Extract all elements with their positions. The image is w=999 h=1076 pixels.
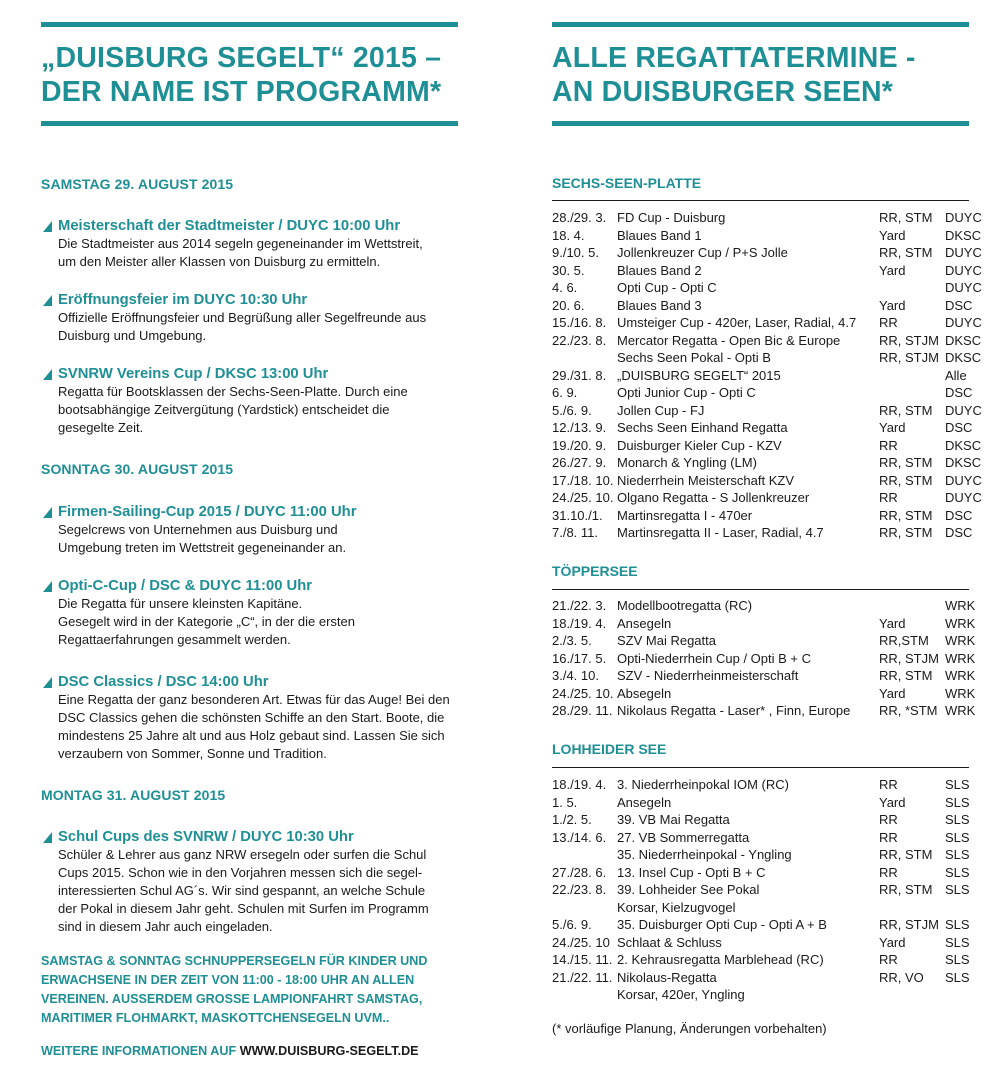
table-row [552,244,982,262]
cell-date: 31.10./1. [552,507,603,523]
event-title: SVNRW Vereins Cup / DKSC 13:00 Uhr [58,366,329,382]
event [41,503,356,557]
cell-club: DSC [945,420,973,435]
cell-club: WRK [945,703,976,718]
cell-club: DKSC [945,332,982,348]
cell-date: 29./31. 8. [552,367,607,383]
cell-class: RR, STM [879,245,933,260]
cell-event: Duisburger Kieler Cup - KZV [617,437,782,453]
cell-class: RR, STM [879,882,933,897]
cell-class: RR, STJM [879,332,939,348]
cell-club: DUYC [945,210,982,225]
cell-event: Mercator Regatta - Open Bic & Europe [617,332,841,348]
right-heading [552,41,969,109]
cell-date: 24./25. 10. [552,685,614,701]
cell-event: Ansegeln [617,615,672,631]
cell-date: 14./15. 11. [552,952,613,967]
table-row [552,632,982,650]
top-rule [41,22,458,27]
table-row [552,650,982,668]
cell-event: Opti-Niederrhein Cup / Opti B + C [617,650,811,666]
table-row [552,986,982,1004]
cell-event: Nikolaus Regatta - Laser* , Finn, Europe [617,703,851,718]
table-row [552,489,982,507]
table-row [552,209,982,227]
cell-event: Jollen Cup - FJ [617,402,705,418]
cell-event: Umsteiger Cup - 420er, Laser, Radial, 4.7 [617,315,857,330]
cell-club: DKSC [945,350,982,365]
event-description: Segelcrews von Unternehmen aus Duisburg und Umgebung treten im Wettstreit gegeneinander an. [58,522,347,555]
event-description: Die Regatta für unsere kleinsten Kapitäne. Gesegelt wird in der Kategorie „C“, in der die ersten Regattaerfahrungen gesammelt werden. [58,596,355,647]
cell-club: DSC [945,297,973,313]
event [41,673,450,763]
table-row [552,332,982,350]
heading-rule [41,121,458,126]
section-title: SECHS-SEEN-PLATTE [552,175,702,191]
left-heading [41,41,458,109]
cell-club: SLS [945,829,970,845]
cell-club: SLS [945,812,970,827]
cell-class: RR, VO [879,969,924,985]
cell-date: 15./16. 8. [552,315,607,330]
cell-event: Sechs Seen Einhand Regatta [617,420,788,435]
triangle-icon [43,369,52,380]
regatta-table [552,776,982,1004]
cell-club: WRK [945,615,976,631]
cell-date: 9./10. 5. [552,245,599,260]
cell-class: RR [879,952,898,967]
cell-class: RR [879,315,898,330]
section-rule [552,589,969,590]
more-info-label: WEITERE INFORMATIONEN AUF [41,1044,237,1058]
cell-club: DUYC [945,280,982,295]
table-row [552,864,982,882]
cell-date: 28./29. 11. [552,703,613,718]
table-row [552,367,982,385]
table-row [552,702,982,720]
cell-event: 39. VB Mai Regatta [617,812,730,827]
cell-class: RR, STM [879,210,933,225]
cell-date: 12./13. 9. [552,420,607,435]
cell-event: Nikolaus-Regatta [617,969,717,985]
day-heading: MONTAG 31. AUGUST 2015 [41,787,226,803]
triangle-icon [43,221,52,232]
event-title: Firmen-Sailing-Cup 2015 / DUYC 11:00 Uhr [58,504,357,520]
cell-class: RR, STJM [879,350,939,365]
event-description: Schüler & Lehrer aus ganz NRW ersegeln oder surfen die Schul Cups 2015. Schon wie in den Vorjahren messen sich die segel- interessierten Schul AG´s. Wir sind gespannt, an welche Schule der Pokal in diesem Jahr geht. Schulen mit Surfen im Programm sind in diesem Jahr auch eingeladen. [58,847,429,934]
cell-club: DKSC [945,227,982,243]
table-row [552,794,982,812]
cell-date: 18./19. 4. [552,615,607,631]
cell-class: RR [879,437,898,453]
table-row [552,951,982,969]
table-row [552,846,982,864]
triangle-icon [43,295,52,306]
cell-club: SLS [945,934,970,950]
cell-club: DUYC [945,245,982,260]
cell-club: Alle [945,367,967,383]
cell-class: RR [879,812,898,827]
cell-club: DUYC [945,402,982,418]
cell-class: RR, STJM [879,650,939,666]
cell-club: DKSC [945,437,982,453]
cell-class: Yard [879,297,906,313]
triangle-icon [43,581,52,592]
cell-class: RR [879,829,898,845]
cell-event: Modellbootregatta (RC) [617,598,753,613]
table-row [552,402,982,420]
cell-date: 5./6. 9. [552,402,592,418]
day-heading: SAMSTAG 29. AUGUST 2015 [41,176,234,192]
cell-date: 13./14. 6. [552,829,607,845]
cell-event: Niederrhein Meisterschaft KZV [617,472,795,488]
cell-club: DSC [945,507,973,523]
table-row [552,507,982,525]
heading-line: ALLE REGATTATERMINE - [552,42,916,74]
event [41,291,426,345]
website-link[interactable]: WWW.DUISBURG-SEGELT.DE [239,1044,419,1058]
cell-date: 1. 5. [552,794,578,810]
cell-club: SLS [945,882,970,897]
cell-date: 28./29. 3. [552,210,607,225]
cell-class: RR, *STM [879,703,938,718]
table-row [552,811,982,829]
cell-date: 17./18. 10. [552,472,614,488]
cell-club: DSC [945,525,973,540]
cell-event: Korsar, Kielzugvogel [617,899,736,915]
day-heading: SONNTAG 30. AUGUST 2015 [41,461,234,477]
cell-class: RR, STJM [879,917,939,932]
table-row [552,349,982,367]
cell-event: SZV Mai Regatta [617,633,716,648]
cell-class: RR [879,864,898,880]
cell-club: DUYC [945,315,982,330]
cell-event: Martinsregatta I - 470er [617,507,753,523]
cell-date: 3./4. 10. [552,668,599,683]
heading-line: DER NAME IST PROGRAMM* [41,76,442,108]
footnote: (* vorläufige Planung, Änderungen vorbehalten) [552,1021,827,1036]
cell-event: „DUISBURG SEGELT“ 2015 [617,367,781,383]
cell-class: RR, STM [879,525,933,540]
cell-club: DKSC [945,455,982,470]
cell-date: 21./22. 11. [552,969,613,985]
cell-date: 22./23. 8. [552,332,607,348]
cell-club: SLS [945,864,970,880]
cell-event: 35. Niederrheinpokal - Yngling [617,847,792,862]
cell-date: 18. 4. [552,227,585,243]
event-title: DSC Classics / DSC 14:00 Uhr [58,674,269,690]
regatta-table [552,209,982,542]
heading-rule [552,121,969,126]
cell-class: Yard [879,685,906,701]
table-row [552,437,982,455]
cell-class: RR [879,777,898,792]
table-row [552,384,982,402]
cell-club: WRK [945,598,976,613]
cell-event: Korsar, 420er, Yngling [617,987,745,1002]
cell-date: 6. 9. [552,385,578,400]
table-row [552,472,982,490]
cell-date: 21./22. 3. [552,598,607,613]
cell-club: SLS [945,847,970,862]
table-row [552,419,982,437]
section-title: LOHHEIDER SEE [552,741,667,757]
cell-date: 27./28. 6. [552,864,607,880]
cell-class: RR, STM [879,507,933,523]
cell-event: Opti Junior Cup - Opti C [617,385,756,400]
cell-club: SLS [945,794,970,810]
cell-date: 24./25. 10. [552,490,614,505]
cell-class: RR, STM [879,668,933,683]
section-rule [552,200,969,201]
heading-line: AN DUISBURGER SEEN* [552,76,894,108]
cell-class: RR, STM [879,402,933,418]
triangle-icon [43,677,52,688]
cell-event: Schlaat & Schluss [617,934,722,950]
cell-event: Martinsregatta II - Laser, Radial, 4.7 [617,525,824,540]
table-row [552,776,982,794]
cell-date: 2./3. 5. [552,633,592,648]
table-row [552,314,982,332]
event-title: Eröffnungsfeier im DUYC 10:30 Uhr [58,292,308,308]
event-description: Die Stadtmeister aus 2014 segeln gegeneinander im Wettstreit, um den Meister aller Klassen von Duisburg zu ermitteln. [58,236,423,269]
left-column [41,0,458,1058]
cell-date: 18./19. 4. [552,777,607,792]
cell-club: SLS [945,917,970,932]
cell-club: SLS [945,969,970,985]
event [41,217,423,271]
cell-club: DUYC [945,490,982,505]
table-row [552,227,982,245]
triangle-icon [43,832,52,843]
event-description: Regatta für Bootsklassen der Sechs-Seen-Platte. Durch eine bootsabhängige Zeitvergütung (Yardstick) entscheidet die gesegelte Zeit. [58,384,408,435]
cell-club: WRK [945,633,976,648]
event-title: Schul Cups des SVNRW / DUYC 10:30 Uhr [58,829,354,845]
event-description: Eine Regatta der ganz besonderen Art. Etwas für das Auge! Bei den DSC Classics gehen die schönsten Schiffe an den Start. Boote, die mindestens 25 Jahre alt und aus Holz gebaut sind. Lassen Sie sich verzaubern von Sommer, Sonne und Tradition. [58,692,450,761]
table-row [552,524,982,542]
cell-event: Jollenkreuzer Cup / P+S Jolle [617,245,788,260]
cell-event: Blaues Band 3 [617,297,702,313]
cell-class: Yard [879,227,906,243]
section-rule [552,767,969,768]
table-row [552,934,982,952]
table-row [552,916,982,934]
cell-date: 4. 6. [552,280,578,295]
cell-club: SLS [945,952,970,967]
cell-date: 1./2. 5. [552,812,592,827]
table-row [552,829,982,847]
cell-date: 7./8. 11. [552,525,599,540]
cell-event: Monarch & Yngling (LM) [617,455,757,470]
event-title: Opti-C-Cup / DSC & DUYC 11:00 Uhr [58,578,313,594]
cell-date: 19./20. 9. [552,437,607,453]
table-row [552,297,982,315]
table-row [552,667,982,685]
cell-event: Opti Cup - Opti C [617,280,717,295]
cell-class: Yard [879,615,906,631]
cell-event: Absegeln [617,685,672,701]
cell-event: Olgano Regatta - S Jollenkreuzer [617,490,810,505]
cell-event: FD Cup - Duisburg [617,210,726,225]
event [41,828,429,936]
cell-class: RR [879,490,898,505]
top-rule [552,22,969,27]
cell-event: Sechs Seen Pokal - Opti B [617,350,771,365]
cell-club: WRK [945,685,976,701]
event [41,365,408,437]
table-row [552,262,982,280]
cell-event: Ansegeln [617,794,672,810]
cell-class: Yard [879,794,906,810]
regatta-table [552,597,982,720]
right-column [552,0,982,1036]
cell-event: 13. Insel Cup - Opti B + C [617,864,766,880]
cell-class: Yard [879,934,906,950]
cell-club: DSC [945,385,973,400]
cell-date: 30. 5. [552,262,585,278]
cell-class: Yard [879,262,906,278]
table-row [552,685,982,703]
cell-club: SLS [945,777,970,792]
cell-event: 39. Lohheider See Pokal [617,882,760,897]
cell-class: RR,STM [879,633,929,648]
cell-date: 20. 6. [552,297,585,313]
notice-text: SAMSTAG & SONNTAG SCHNUPPERSEGELN FÜR KINDER UND ERWACHSENE IN DER ZEIT VON 11:00 - 18:00 UHR AN ALLEN VEREINEN. AUSSERDEM GROSSE LAMPIONFAHRT SAMSTAG, MARITIMER FLOHMARKT, MASKOTTCHENSEGELN UVM.. [41,954,428,1025]
cell-club: WRK [945,650,976,666]
section-title: TÖPPERSEE [552,563,638,579]
table-row [552,899,982,917]
cell-event: Blaues Band 2 [617,262,702,278]
event-title: Meisterschaft der Stadtmeister / DUYC 10:00 Uhr [58,218,401,234]
cell-class: RR, STM [879,847,933,862]
cell-club: WRK [945,668,976,683]
table-row [552,969,982,987]
cell-date: 16./17. 5. [552,650,607,666]
cell-event: 27. VB Sommerregatta [617,829,750,845]
table-row [552,454,982,472]
cell-class: RR, STM [879,472,933,488]
cell-club: DUYC [945,472,982,488]
cell-event: 2. Kehrausregatta Marblehead (RC) [617,952,824,967]
cell-date: 24./25. 10 [552,934,610,950]
event-description: Offizielle Eröffnungsfeier und Begrüßung aller Segelfreunde aus Duisburg und Umgebung. [58,310,427,343]
triangle-icon [43,507,52,518]
cell-club: DUYC [945,262,982,278]
event [41,577,355,649]
cell-event: 35. Duisburger Opti Cup - Opti A + B [617,917,827,932]
cell-event: Blaues Band 1 [617,227,702,243]
cell-class: RR, STM [879,455,933,470]
more-info [41,1044,419,1058]
table-row [552,881,982,899]
table-row [552,279,982,297]
cell-event: 3. Niederrheinpokal IOM (RC) [617,777,789,792]
heading-line: „DUISBURG SEGELT“ 2015 – [41,42,442,74]
cell-date: 5./6. 9. [552,917,592,932]
table-row [552,615,982,633]
cell-date: 22./23. 8. [552,882,607,897]
cell-class: Yard [879,420,906,435]
table-row [552,597,982,615]
cell-date: 26./27. 9. [552,455,607,470]
cell-event: SZV - Niederrheinmeisterschaft [617,668,799,683]
